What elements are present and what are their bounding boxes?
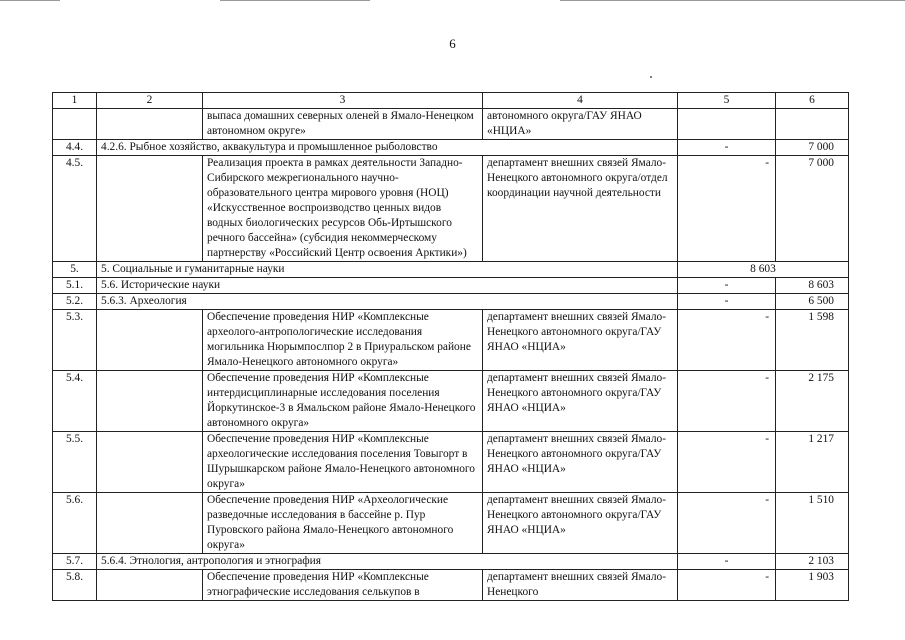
row-amount: 8 603: [776, 278, 849, 294]
row-amount: 2 175: [776, 371, 849, 432]
row-executor: департамент внешних связей Ямало-Ненецкого автономного округа/ГАУ ЯНАО «НЦИА»: [483, 432, 678, 493]
row-col5-value: -: [678, 554, 776, 570]
row-number: 5.3.: [53, 310, 97, 371]
section-title: 5.6.4. Этнология, антропология и этнография: [97, 554, 678, 570]
section-title: 5.6.3. Археология: [97, 294, 678, 310]
table-row: [53, 432, 849, 493]
row-executor: департамент внешних связей Ямало-Ненецкого автономного округа/ГАУ ЯНАО «НЦИА»: [483, 310, 678, 371]
row-col5-value: -: [678, 493, 776, 554]
row-col5-value: [678, 109, 776, 140]
funding-table: [52, 92, 849, 601]
row-number: 5.5.: [53, 432, 97, 493]
top-rule-left: [0, 0, 60, 1]
row-number: 5.4.: [53, 371, 97, 432]
row-executor: автономного округа/ГАУ ЯНАО «НЦИА»: [483, 109, 678, 140]
row-amount: 1 217: [776, 432, 849, 493]
row-col5-value: -: [678, 140, 776, 156]
row-number: 5.7.: [53, 554, 97, 570]
row-executor: департамент внешних связей Ямало-Ненецкого автономного округа/ГАУ ЯНАО «НЦИА»: [483, 371, 678, 432]
row-classifier: [97, 156, 203, 262]
row-classifier: [97, 371, 203, 432]
table-row: [53, 493, 849, 554]
section-row: [53, 554, 849, 570]
top-rule-mid: [220, 0, 370, 1]
row-executor: департамент внешних связей Ямало-Ненецкого: [483, 570, 678, 601]
section-title: 4.2.6. Рыбное хозяйство, аквакультура и промышленное рыболовство: [97, 140, 678, 156]
row-amount: 1 903: [776, 570, 849, 601]
table-row: [53, 310, 849, 371]
row-col5-value: -: [678, 294, 776, 310]
section-title: 5. Социальные и гуманитарные науки: [97, 262, 678, 278]
page-number: 6: [449, 36, 456, 51]
section-row: [53, 140, 849, 156]
row-amount: 6 500: [776, 294, 849, 310]
section-row: [53, 294, 849, 310]
row-col5-value: -: [678, 278, 776, 294]
row-col5-value: -: [678, 156, 776, 262]
row-number: 4.4.: [53, 140, 97, 156]
row-classifier: [97, 109, 203, 140]
row-description: Обеспечение проведения НИР «Археологические разведочные исследования в бассейне р. Пур Пуровского района Ямало-Ненецкого автономного округа»: [203, 493, 483, 554]
row-description: выпаса домашних северных оленей в Ямало-Ненецком автономном округе»: [203, 109, 483, 140]
section-row: [53, 278, 849, 294]
row-description: Обеспечение проведения НИР «Комплексные археологические исследования поселения Товыгорт в Шурышкарском районе Ямало-Ненецкого автономного округа»: [203, 432, 483, 493]
row-number: 4.5.: [53, 156, 97, 262]
header-col-1: 1: [53, 93, 97, 109]
header-col-6: 6: [776, 93, 849, 109]
table-header-row: [53, 93, 849, 109]
row-number: 5.1.: [53, 278, 97, 294]
row-col5-value: -: [678, 432, 776, 493]
row-description: Реализация проекта в рамках деятельности Западно-Сибирского межрегионального научно-образовательного центра мирового уровня (НОЦ) «Искусственное воспроизводство ценных видов водных биологических ресурсов Обь-Иртышского речного бассейна» (субсидия некоммерческому партнерству «Российский Центр освоения Арктики»): [203, 156, 483, 262]
row-col5-value: -: [678, 310, 776, 371]
row-amount: 8 603: [678, 262, 849, 278]
row-col5-value: -: [678, 371, 776, 432]
row-number: 5.6.: [53, 493, 97, 554]
table-row: [53, 109, 849, 140]
row-amount: 1 510: [776, 493, 849, 554]
row-amount: [776, 109, 849, 140]
row-executor: департамент внешних связей Ямало-Ненецкого автономного округа/отдел координации научной деятельности: [483, 156, 678, 262]
header-col-3: 3: [203, 93, 483, 109]
table-row: [53, 570, 849, 601]
row-description: Обеспечение проведения НИР «Комплексные археолого-антропологические исследования могильника Нюрымпослпор 2 в Приуральском районе Ямало-Ненецкого автономного округа»: [203, 310, 483, 371]
row-number: [53, 109, 97, 140]
table-body: [53, 93, 849, 601]
row-amount: 1 598: [776, 310, 849, 371]
row-executor: департамент внешних связей Ямало-Ненецкого автономного округа/ГАУ ЯНАО «НЦИА»: [483, 493, 678, 554]
row-number: 5.8.: [53, 570, 97, 601]
row-classifier: [97, 310, 203, 371]
row-description: Обеспечение проведения НИР «Комплексные этнографические исследования селькупов в: [203, 570, 483, 601]
section-row: [53, 262, 849, 278]
row-description: Обеспечение проведения НИР «Комплексные интердисциплинарные исследования поселения Йоркутинское-3 в Ямальском районе Ямало-Ненецкого автономного округа»: [203, 371, 483, 432]
section-title: 5.6. Исторические науки: [97, 278, 678, 294]
row-amount: 7 000: [776, 156, 849, 262]
header-col-2: 2: [97, 93, 203, 109]
header-col-5: 5: [678, 93, 776, 109]
header-col-4: 4: [483, 93, 678, 109]
table-row: [53, 156, 849, 262]
scan-speck: [650, 76, 652, 78]
row-amount: 7 000: [776, 140, 849, 156]
row-classifier: [97, 570, 203, 601]
row-number: 5.2.: [53, 294, 97, 310]
table-row: [53, 371, 849, 432]
row-classifier: [97, 493, 203, 554]
row-classifier: [97, 432, 203, 493]
row-number: 5.: [53, 262, 97, 278]
top-rule-right: [560, 0, 905, 1]
row-amount: 2 103: [776, 554, 849, 570]
row-col5-value: -: [678, 570, 776, 601]
